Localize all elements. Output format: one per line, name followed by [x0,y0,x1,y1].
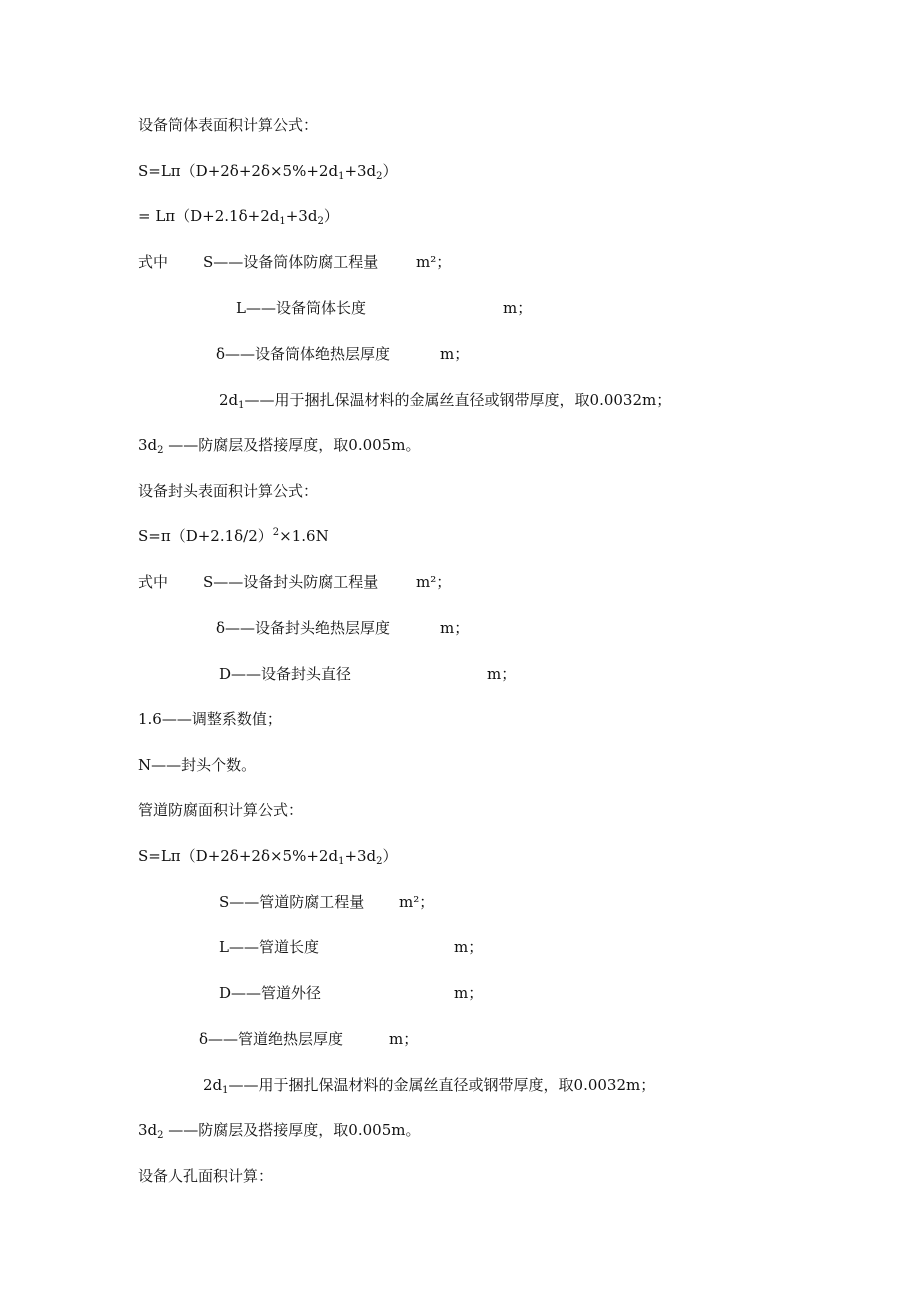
definition-unit: m； [454,938,484,956]
definition-delta: δ——设备筒体绝热层厚度 [216,345,391,363]
section-heading-vessel-head: 设备封头表面积计算公式： [138,482,319,500]
section-heading-manhole: 设备人孔面积计算： [138,1167,274,1185]
definition-unit: m； [454,984,484,1002]
definition-delta: δ——设备封头绝热层厚度 [216,619,391,637]
definition-unit: m； [440,345,470,363]
definition-d2: $3d_2$ ——防腐层及搭接厚度，取0.005m。 [138,1121,421,1141]
definition-d1: $2d_1——$用于捆扎保温材料的金属丝直径或钢带厚度，取0.0032m； [219,391,672,411]
where-label: 式中 [138,253,169,271]
definition-l: L——设备筒体长度 [236,299,366,317]
formula-vessel-head: $S=\pi(D+2.1\delta/2)^2\times 1.6N$ [138,527,329,545]
definition-coefficient: 1.6——调整系数值； [138,710,282,728]
definition-delta: δ——管道绝热层厚度 [199,1030,344,1048]
definition-d2: $3d_2$ ——防腐层及搭接厚度，取0.005m。 [138,436,421,456]
where-label: 式中 [138,573,169,591]
formula-vessel-body-simplified: = $L\pi(D+2.1\delta+2d_1+3d_2)$ [138,207,339,227]
section-heading-vessel-body: 设备筒体表面积计算公式： [138,116,319,134]
definition-unit: m²； [416,253,452,271]
definition-s: S——设备封头防腐工程量 [203,573,379,591]
definition-unit: m； [503,299,533,317]
formula-vessel-body: $S=L\pi(D+2\delta+2\delta\times 5\%+2d_1+3d_2)$ [138,162,398,182]
definition-l: L——管道长度 [219,938,319,956]
definition-d: D——设备封头直径 [219,665,352,683]
definition-unit: m²； [416,573,452,591]
definition-unit: m； [487,665,517,683]
definition-s: S——设备筒体防腐工程量 [203,253,379,271]
formula-pipe: $S=L\pi(D+2\delta+2\delta\times 5\%+2d_1+3d_2)$ [138,847,398,867]
definition-unit: m²； [399,893,435,911]
definition-n: N——封头个数。 [138,756,257,774]
section-heading-pipe: 管道防腐面积计算公式： [138,801,304,819]
definition-s: S——管道防腐工程量 [219,893,365,911]
definition-unit: m； [389,1030,419,1048]
definition-d1: $2d_1——$用于捆扎保温材料的金属丝直径或钢带厚度，取0.0032m； [203,1076,656,1096]
definition-d: D——管道外径 [219,984,322,1002]
definition-unit: m； [440,619,470,637]
